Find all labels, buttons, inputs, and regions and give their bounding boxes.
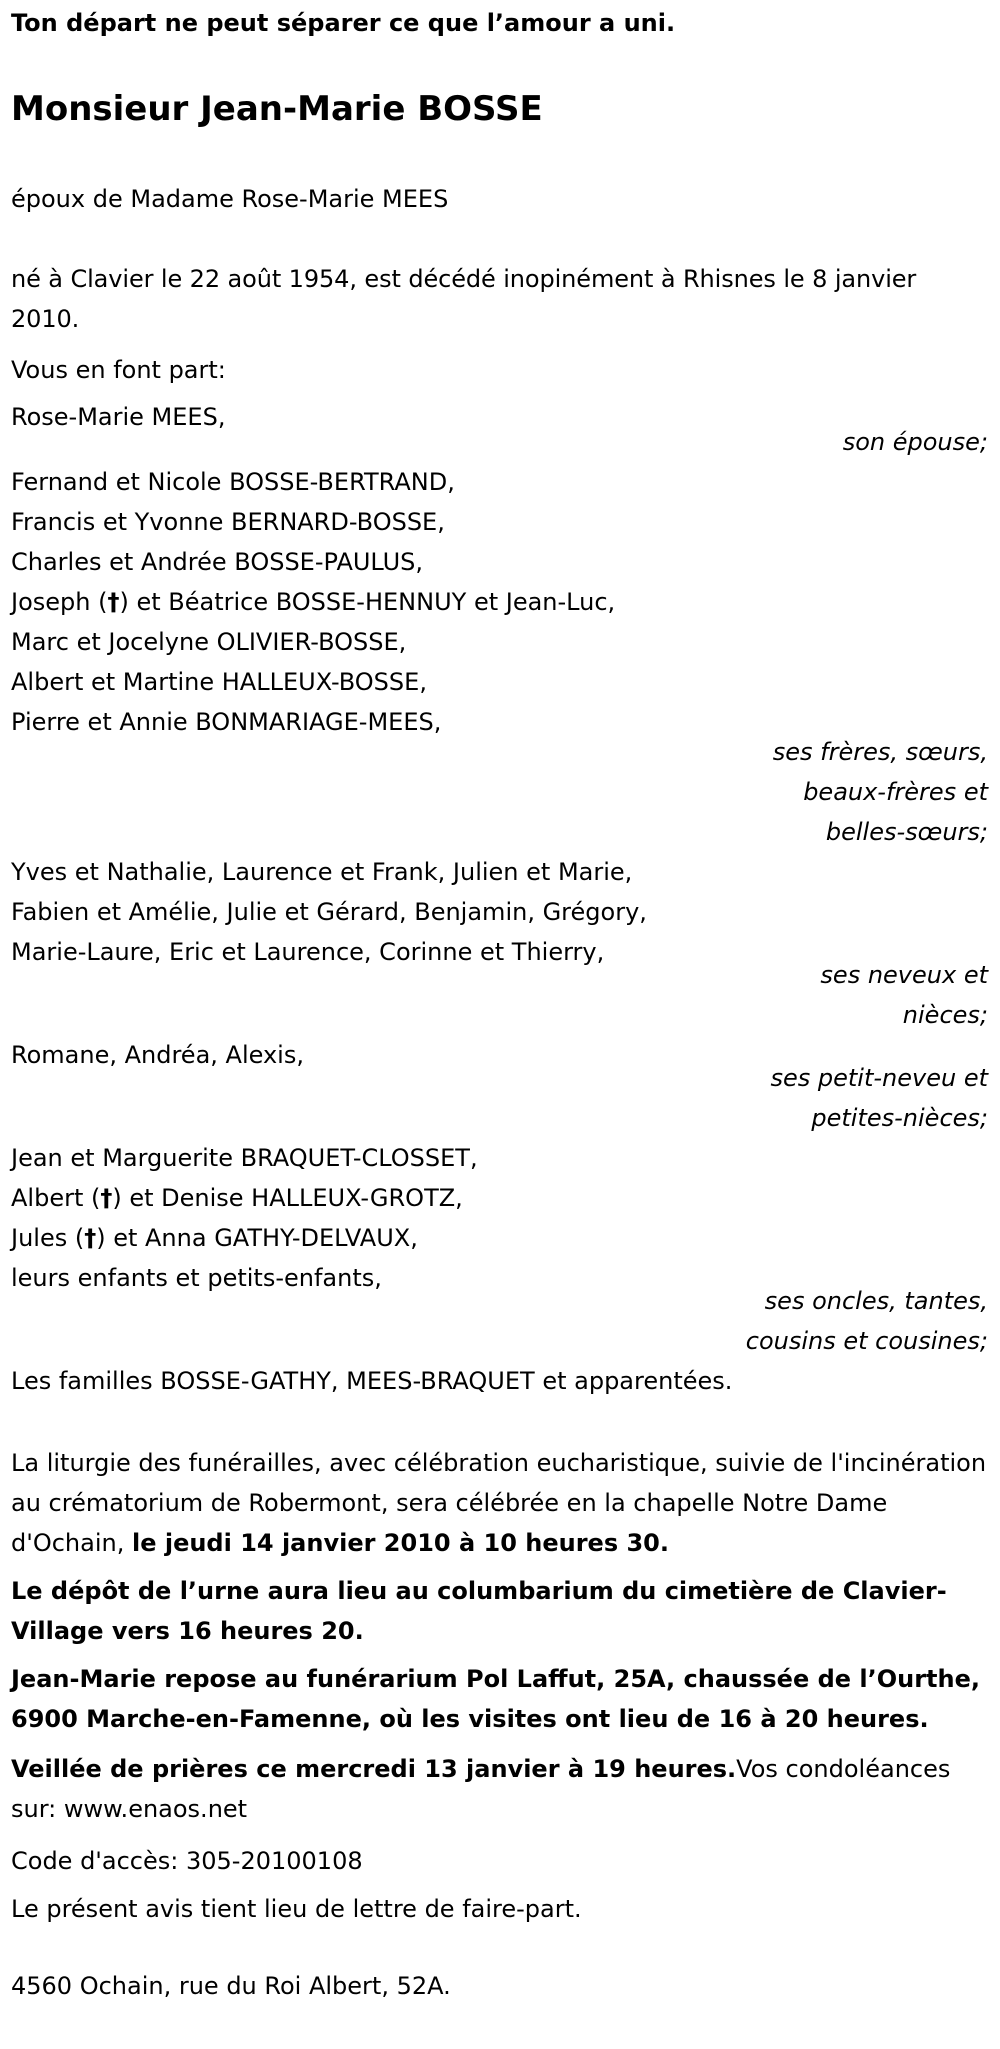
name-line: Yves et Nathalie, Laurence et Frank, Julien et Marie, [11, 858, 633, 886]
families-line: Les familles BOSSE-GATHY, MEES-BRAQUET et apparentées. [11, 1367, 733, 1395]
name-line: Marc et Jocelyne OLIVIER-BOSSE, [11, 628, 407, 656]
relation-line: son épouse; [842, 428, 988, 456]
family-group-grandnephews [11, 1035, 988, 1138]
name-line: Marie-Laure, Eric et Laurence, Corinne et Thierry, [11, 938, 605, 966]
deceased-cross-icon: † [107, 588, 120, 616]
vigil-date: Veillée de prières ce mercredi 13 janvier à 19 heures. [11, 1755, 737, 1783]
deceased-name-title: Monsieur Jean-Marie BOSSE [11, 89, 543, 129]
vigil-paragraph [11, 1749, 988, 1829]
urn-paragraph: Le dépôt de l’urne aura lieu au columbarium du cimetière de Clavier-Village vers 16 heures 20. [11, 1577, 947, 1645]
name-line: Albert et Martine HALLEUX-BOSSE, [11, 668, 427, 696]
announce-line: Vous en font part: [11, 356, 226, 384]
names-block [11, 462, 988, 742]
birth-death-line: né à Clavier le 22 août 1954, est décédé inopinément à Rhisnes le 8 janvier 2010. [11, 265, 917, 333]
names-block [11, 1138, 988, 1298]
family-group-spouse [11, 397, 988, 462]
family-group-uncles-cousins [11, 1138, 988, 1361]
relation-label [738, 955, 988, 1035]
funeral-date: le jeudi 14 janvier 2010 à 10 heures 30. [131, 1529, 669, 1557]
motto-heading: Ton départ ne peut séparer ce que l’amour a uni. [11, 9, 676, 37]
name-line: Francis et Yvonne BERNARD-BOSSE, [11, 508, 445, 536]
relation-line: ses petit-neveu et [770, 1064, 988, 1092]
name-line: leurs enfants et petits-enfants, [11, 1264, 382, 1292]
funeral-paragraph: La liturgie des funérailles, avec célébration eucharistique, suivie de l'incinération au crématorium de Robermont, sera célébrée en la chapelle Notre Dame d'Ochain, le jeudi 14 janvier 2010 à 10 heures 30. [11, 1449, 987, 1557]
relation-line: beaux-frères et [803, 778, 988, 806]
notice-line: Le présent avis tient lieu de lettre de faire-part. [11, 1895, 582, 1923]
access-code-line: Code d'accès: 305-20100108 [11, 1847, 363, 1875]
name-line: Pierre et Annie BONMARIAGE-MEES, [11, 708, 442, 736]
condolences-text: Vos condoléances sur: www.enaos.net [11, 1755, 951, 1823]
relation-line: cousins et cousines; [745, 1327, 988, 1355]
name-line: Fabien et Amélie, Julie et Gérard, Benjamin, Grégory, [11, 898, 647, 926]
name-line: Rose-Marie MEES, [11, 403, 226, 431]
relation-label [738, 1281, 988, 1361]
name-line: Romane, Andréa, Alexis, [11, 1041, 304, 1069]
relation-label [738, 732, 988, 852]
family-group-nephews-nieces [11, 852, 988, 1035]
relation-line: ses frères, sœurs, [772, 738, 988, 766]
name-line: Jules (†) et Anna GATHY-DELVAUX, [11, 1224, 418, 1252]
name-line: Joseph (†) et Béatrice BOSSE-HENNUY et Jean-Luc, [11, 588, 616, 616]
name-line: Jean et Marguerite BRAQUET-CLOSSET, [11, 1144, 478, 1172]
address-line: 4560 Ochain, rue du Roi Albert, 52A. [11, 1972, 451, 2000]
relation-line: nièces; [902, 1001, 988, 1029]
relation-line: ses oncles, tantes, [764, 1287, 988, 1315]
name-line: Charles et Andrée BOSSE-PAULUS, [11, 548, 424, 576]
relation-label [738, 1058, 988, 1138]
names-block [11, 852, 988, 972]
deceased-cross-icon: † [84, 1224, 97, 1252]
relation-line: belles-sœurs; [825, 818, 988, 846]
name-line: Fernand et Nicole BOSSE-BERTRAND, [11, 468, 455, 496]
spouse-of-line: époux de Madame Rose-Marie MEES [11, 185, 449, 213]
deceased-cross-icon: † [100, 1184, 113, 1212]
relation-label [738, 422, 988, 462]
name-line: Albert (†) et Denise HALLEUX-GROTZ, [11, 1184, 463, 1212]
relation-line: ses neveux et [820, 961, 988, 989]
rest-paragraph: Jean-Marie repose au funérarium Pol Laffut, 25A, chaussée de l’Ourthe, 6900 Marche-en-Famenne, où les visites ont lieu de 16 à 20 heures. [11, 1665, 981, 1733]
family-group-siblings [11, 462, 988, 852]
relation-line: petites-nièces; [811, 1104, 988, 1132]
